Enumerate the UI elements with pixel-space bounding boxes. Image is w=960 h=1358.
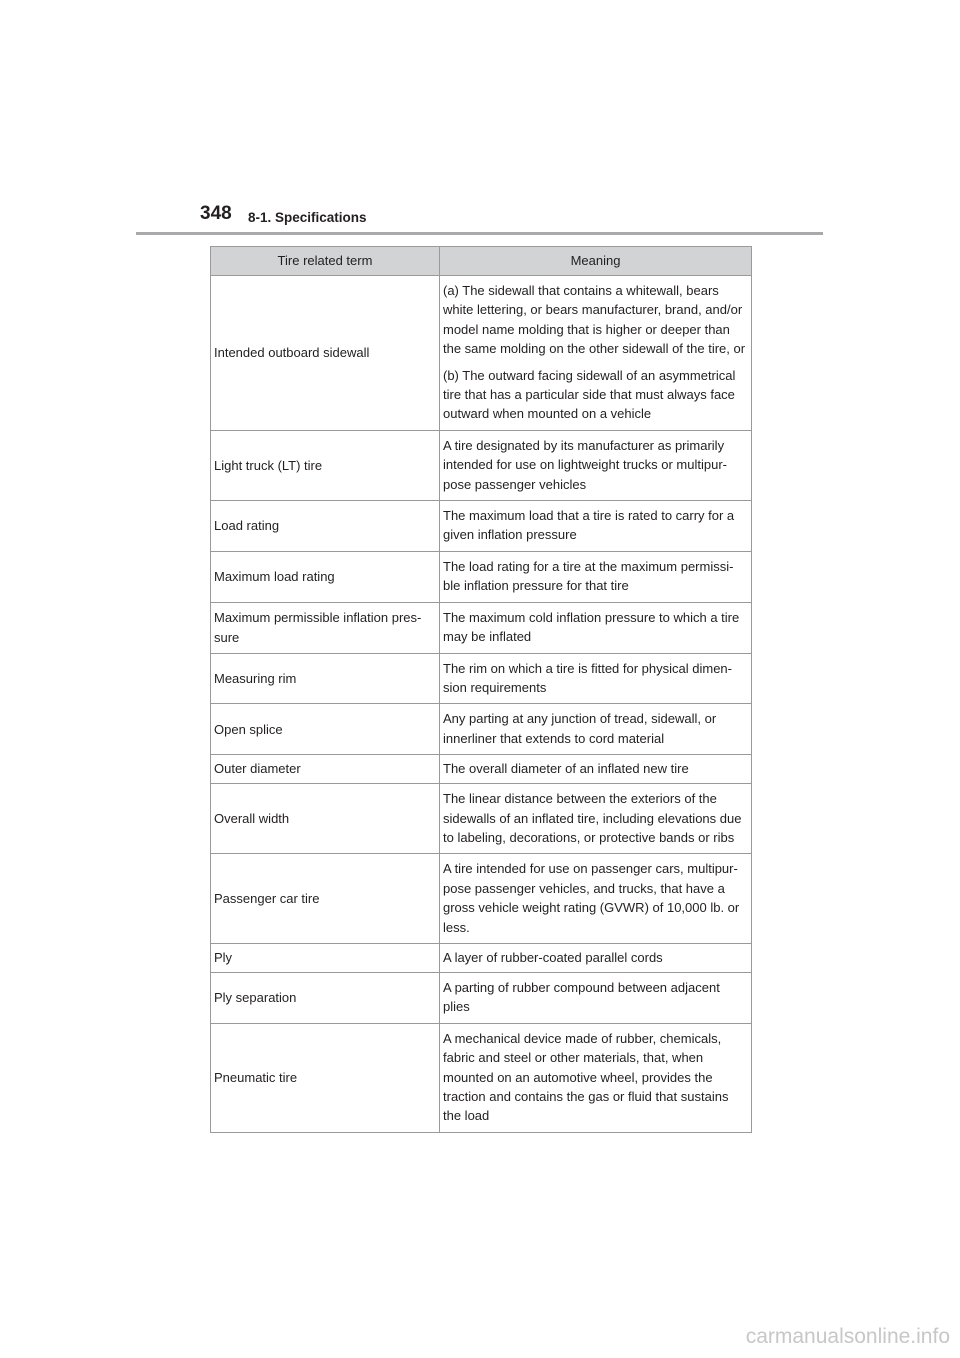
meaning-cell: The overall diameter of an inflated new tire — [440, 755, 752, 784]
term-cell: Load rating — [211, 501, 440, 552]
header-divider — [136, 232, 823, 235]
meaning-cell: The maximum load that a tire is rated to carry for a given inflation pressure — [440, 501, 752, 552]
table-row — [211, 602, 752, 653]
meaning-cell: The linear distance between the exteriors of the sidewalls of an inflated tire, including elevations due to labeling, decorations, or protective bands or ribs — [440, 784, 752, 854]
term-cell: Measuring rim — [211, 653, 440, 704]
term-cell: Pneumatic tire — [211, 1023, 440, 1132]
meaning-cell — [440, 276, 752, 431]
table-row — [211, 653, 752, 704]
column-header-term: Tire related term — [211, 247, 440, 276]
meaning-cell: A parting of rubber compound between adjacent plies — [440, 972, 752, 1023]
term-cell: Outer diameter — [211, 755, 440, 784]
table-row — [211, 430, 752, 500]
meaning-cell: The maximum cold inflation pressure to which a tire may be inflated — [440, 602, 752, 653]
meaning-paragraph: (a) The sidewall that contains a whitewall, bears white lettering, or bears manufacturer, brand, and/or model name molding that is higher or deeper than the same molding on the other sidewall of the tire, or — [443, 283, 746, 357]
term-cell: Light truck (LT) tire — [211, 430, 440, 500]
watermark: carmanualsonline.info — [745, 1325, 950, 1348]
meaning-cell: The rim on which a tire is fitted for physical dimen-sion requirements — [440, 653, 752, 704]
page-number: 348 — [200, 203, 232, 224]
table-row — [211, 784, 752, 854]
table-row — [211, 276, 752, 431]
term-cell: Passenger car tire — [211, 854, 440, 944]
table-row — [211, 943, 752, 972]
term-cell: Ply separation — [211, 972, 440, 1023]
table-row — [211, 551, 752, 602]
table-row — [211, 501, 752, 552]
term-cell: Maximum load rating — [211, 551, 440, 602]
table-row — [211, 972, 752, 1023]
table-header-row — [211, 247, 752, 276]
meaning-cell: A tire intended for use on passenger cars, multipur-pose passenger vehicles, and trucks, that have a gross vehicle weight rating (GVWR) of 10,000 lb. or less. — [440, 854, 752, 944]
meaning-cell: A mechanical device made of rubber, chemicals, fabric and steel or other materials, that, when mounted on an automotive wheel, provides the traction and contains the gas or fluid that sustains the load — [440, 1023, 752, 1132]
term-cell: Intended outboard sidewall — [211, 276, 440, 431]
meaning-cell: Any parting at any junction of tread, sidewall, or innerliner that extends to cord material — [440, 704, 752, 755]
table-row — [211, 1023, 752, 1132]
meaning-paragraph: (b) The outward facing sidewall of an asymmetrical tire that has a particular side that must always face outward when mounted on a vehicle — [443, 367, 736, 422]
term-cell: Maximum permissible inflation pres-sure — [211, 602, 440, 653]
table-row — [211, 704, 752, 755]
term-cell: Overall width — [211, 784, 440, 854]
table-row — [211, 854, 752, 944]
section-title: 8-1. Specifications — [248, 210, 367, 225]
term-cell: Ply — [211, 943, 440, 972]
meaning-cell: A tire designated by its manufacturer as primarily intended for use on lightweight trucks or multipur-pose passenger vehicles — [440, 430, 752, 500]
table-row — [211, 755, 752, 784]
meaning-cell: The load rating for a tire at the maximum permissi-ble inflation pressure for that tire — [440, 551, 752, 602]
term-cell: Open splice — [211, 704, 440, 755]
tire-terms-table — [210, 246, 752, 1133]
column-header-meaning: Meaning — [440, 247, 752, 276]
meaning-cell: A layer of rubber-coated parallel cords — [440, 943, 752, 972]
